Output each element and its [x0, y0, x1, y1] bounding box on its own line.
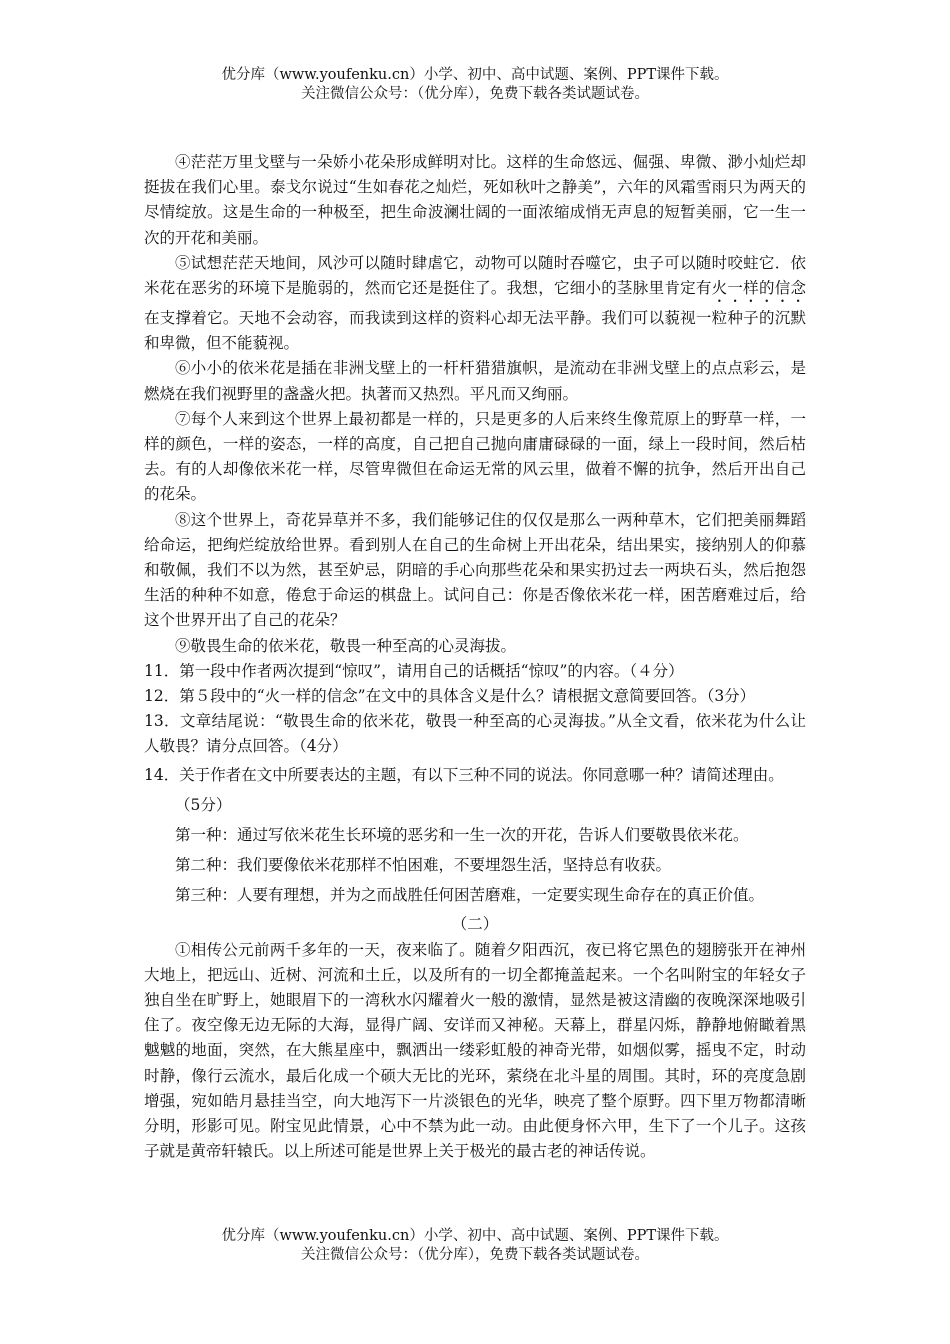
paragraph-9: ⑨敬畏生命的依米花，敬畏一种至高的心灵海拔。	[175, 636, 517, 655]
question-11: 11．第一段中作者两次提到“惊叹”，请用自己的话概括“惊叹”的内容。（４分）	[144, 661, 684, 680]
paragraph-8: ⑧这个世界上，奇花异草并不多，我们能够记住的仅仅是那么一两种草木，它们把美丽舞蹈给命运，把绚烂绽放给世界。看到别人在自己的生命树上开出花朵，结出果实，接纳别人的仰慕和敬佩，我们不以为然，甚至妒忌，阴暗的手心向那些花朵和果实扔过去一两块石头，然后抱怨生活的种种不如意，倦怠于命运的棋盘上。试问自己：你是否像依米花一样，困苦磨难过后，给这个世界开出了自己的花朵？	[144, 510, 806, 630]
emphasized-phrase: 火一样的信念	[711, 279, 806, 298]
question-12: 12．第５段中的“火一样的信念”在文中的具体含义是什么？请根据文意简要回答。（3分）	[144, 687, 756, 706]
section-heading: （二）	[451, 914, 499, 933]
header-line-2: 关注微信公众号：（优分库），免费下载各类试题试卷。	[301, 86, 649, 102]
header-line-1: 优分库（www.youfenku.cn）小学、初中、高中试题、案例、PPT课件下载。	[221, 67, 729, 83]
paragraph-5	[144, 251, 806, 357]
footer-line-1: 优分库（www.youfenku.cn）小学、初中、高中试题、案例、PPT课件下载。	[221, 1228, 729, 1244]
page-footer	[0, 1227, 950, 1265]
paragraph-5-part-b: 在支撑着它。天地不会动容，而我读到这样的资料心却无法平静。我们可以藐视一粒种子的沉默和卑微，但不能藐视。	[144, 309, 806, 353]
question-13: 13．文章结尾说：“敬畏生命的依米花，敬畏一种至高的心灵海拔。”从全文看，依米花为什么让人敬畏？请分点回答。（4分）	[144, 712, 806, 756]
paragraph-7: ⑦每个人来到这个世界上最初都是一样的，只是更多的人后来终生像荒原上的野草一样，一样的颜色，一样的姿态，一样的高度，自己把自己抛向庸庸碌碌的一面，绿上一段时间，然后枯去。有的人却像依米花一样，尽管卑微但在命运无常的风云里，做着不懈的抗争，然后开出自己的花朵。	[144, 409, 806, 504]
document-body	[144, 150, 806, 1165]
option-3: 第三种：人要有理想，并为之而战胜任何困苦磨难，一定要实现生命存在的真正价值。	[175, 885, 765, 904]
section-2-paragraph-1: ①相传公元前两千多年的一天，夜来临了。随着夕阳西沉，夜已将它黑色的翅膀张开在神州大地上，把远山、近树、河流和土丘，以及所有的一切全都掩盖起来。一个名叫附宝的年轻女子独自坐在旷野上，她眼眉下的一湾秋水闪耀着火一般的激情，显然是被这清幽的夜晚深深地吸引住了。夜空像无边无际的大海，显得广阔、安详而又神秘。天幕上，群星闪烁，静静地俯瞰着黑魆魆的地面，突然，在大熊星座中，飘洒出一缕彩虹般的神奇光带，如烟似雾，摇曳不定，时动时静，像行云流水，最后化成一个硕大无比的光环，萦绕在北斗星的周围。其时，环的亮度急剧增强，宛如皓月悬挂当空，向大地泻下一片淡银色的光华，映亮了整个原野。四下里万物都清晰分明，形影可见。附宝见此情景，心中不禁为此一动。由此便身怀六甲，生下了一个儿子。这孩子就是黄帝轩辕氏。以上所述可能是世界上关于极光的最古老的神话传说。	[144, 940, 806, 1161]
question-14-score: （5分）	[175, 795, 232, 814]
paragraph-4: ④茫茫万里戈壁与一朵娇小花朵形成鲜明对比。这样的生命悠远、倔强、卑微、渺小灿烂却挺拔在我们心里。泰戈尔说过“生如春花之灿烂，死如秋叶之静美”，六年的风霜雪雨只为两天的尽情绽放。这是生命的一种极至，把生命波澜壮阔的一面浓缩成悄无声息的短暂美丽，它一生一次的开花和美丽。	[144, 153, 806, 247]
page-header	[0, 66, 950, 104]
option-1: 第一种：通过写依米花生长环境的恶劣和一生一次的开花，告诉人们要敬畏依米花。	[175, 825, 749, 844]
paragraph-6: ⑥小小的依米花是插在非洲戈壁上的一杆杆猎猎旗帜，是流动在非洲戈壁上的点点彩云，是燃烧在我们视野里的盏盏火把。执著而又热烈。平凡而又绚丽。	[144, 359, 806, 403]
question-14: 14．关于作者在文中所要表达的主题，有以下三种不同的说法。你同意哪一种？请简述理由。	[144, 765, 784, 784]
paragraph-5-part-a: ⑤试想茫茫天地间，风沙可以随时肆虐它，动物可以随时吞噬它，虫子可以随时咬蛀它．依米花在恶劣的环境下是脆弱的，然而它还是挺住了。我想，它细小的茎脉里肯定有	[144, 253, 806, 298]
footer-line-2: 关注微信公众号：（优分库），免费下载各类试题试卷。	[301, 1247, 649, 1263]
option-2: 第二种：我们要像依米花那样不怕困难，不要埋怨生活，坚持总有收获。	[175, 855, 672, 874]
